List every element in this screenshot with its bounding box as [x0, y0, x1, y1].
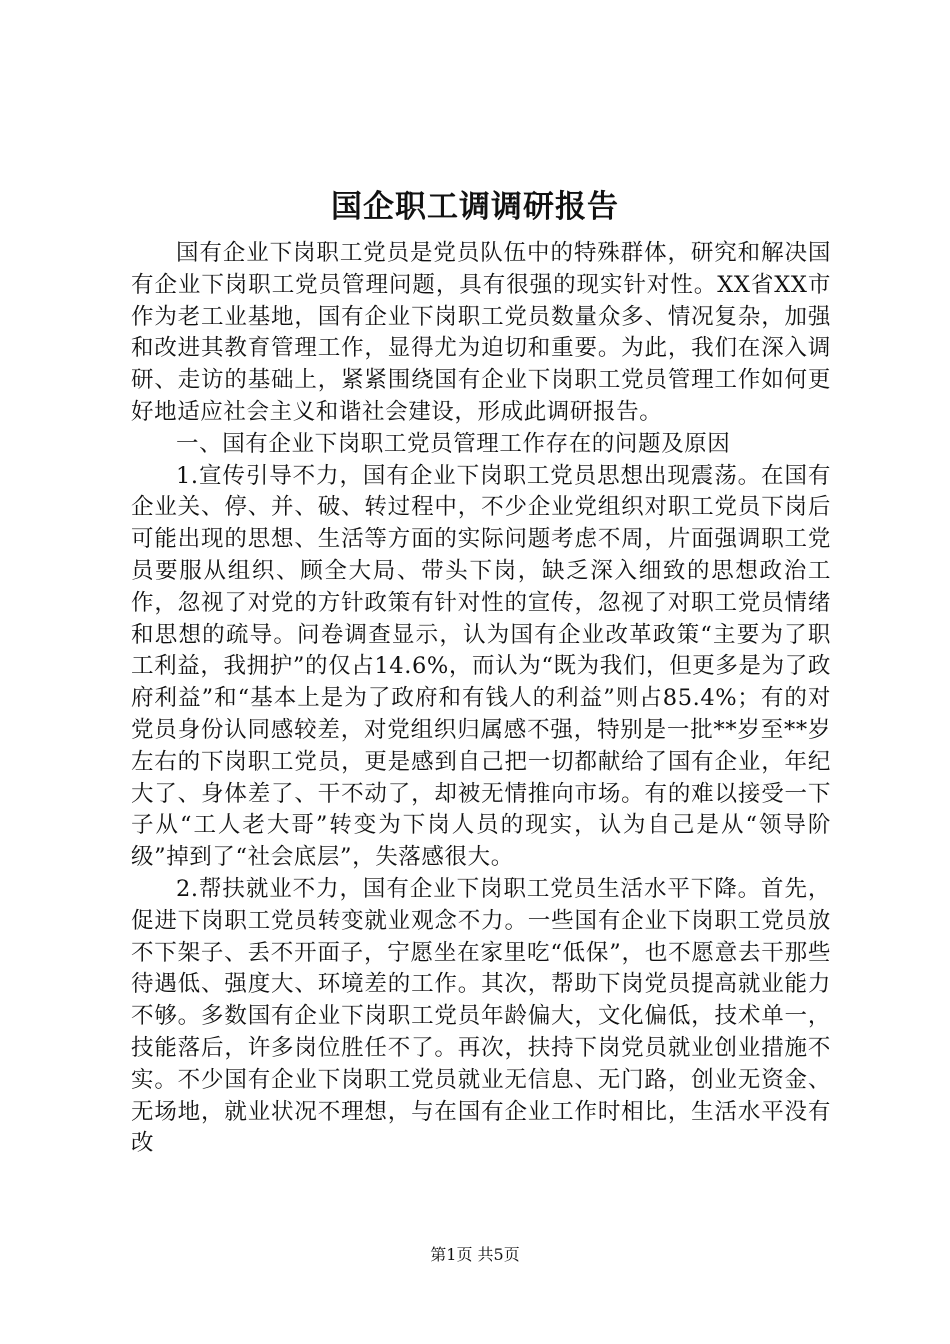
paragraph-intro: 国有企业下岗职工党员是党员队伍中的特殊群体，研究和解决国有企业下岗职工党员管理问题，具有很强的现实针对性。XX省XX市作为老工业基地，国有企业下岗职工党员数量众多、情况复杂，加强和改进其教育管理工作，显得尤为迫切和重要。为此，我们在深入调研、走访的基础上，紧紧围绕国有企业下岗职工党员管理工作如何更好地适应社会主义和谐社会建设，形成此调研报告。 — [131, 240, 831, 425]
page-number: 第1页 共5页 — [430, 1245, 520, 1264]
section-heading-1: 一、国有企业下岗职工党员管理工作存在的问题及原因 — [176, 430, 731, 457]
paragraph-point-1: 1.宣传引导不力，国有企业下岗职工党员思想出现震荡。在国有企业关、停、并、破、转过程中，不少企业党组织对职工党员下岗后可能出现的思想、生活等方面的实际问题考虑不周，片面强调职工党员要服从组织、顾全大局、带头下岗，缺乏深入细致的思想政治工作，忽视了对党的方针政策有针对性的宣传，忽视了对职工党员情绪和思想的疏导。问卷调查显示，认为国有企业改革政策“主要为了职工利益，我拥护”的仅占14.6%，而认为“既为我们，但更多是为了政府利益”和“基本上是为了政府和有钱人的利益”则占85.4%；有的对党员身份认同感较差，对党组织归属感不强，特别是一批**岁至**岁左右的下岗职工党员，更是感到自己把一切都献给了国有企业，年纪大了、身体差了、干不动了，却被无情推向市场。有的难以接受一下子从“工人老大哥”转变为下岗人员的现实，认为自己是从“领导阶级”掉到了“社会底层”，失落感很大。 — [131, 462, 831, 871]
document-title: 国企职工调调研报告 — [331, 189, 619, 225]
paragraph-point-2: 2.帮扶就业不力，国有企业下岗职工党员生活水平下降。首先，促进下岗职工党员转变就业观念不力。一些国有企业下岗职工党员放不下架子、丢不开面子，宁愿坐在家里吃“低保”，也不愿意去干那些待遇低、强度大、环境差的工作。其次，帮助下岗党员提高就业能力不够。多数国有企业下岗职工党员年龄偏大，文化偏低，技术单一，技能落后，许多岗位胜任不了。再次，扶持下岗党员就业创业措施不实。不少国有企业下岗职工党员就业无信息、无门路，创业无资金、无场地，就业状况不理想，与在国有企业工作时相比，生活水平没有改 — [131, 875, 831, 1157]
document-body — [131, 238, 831, 1160]
